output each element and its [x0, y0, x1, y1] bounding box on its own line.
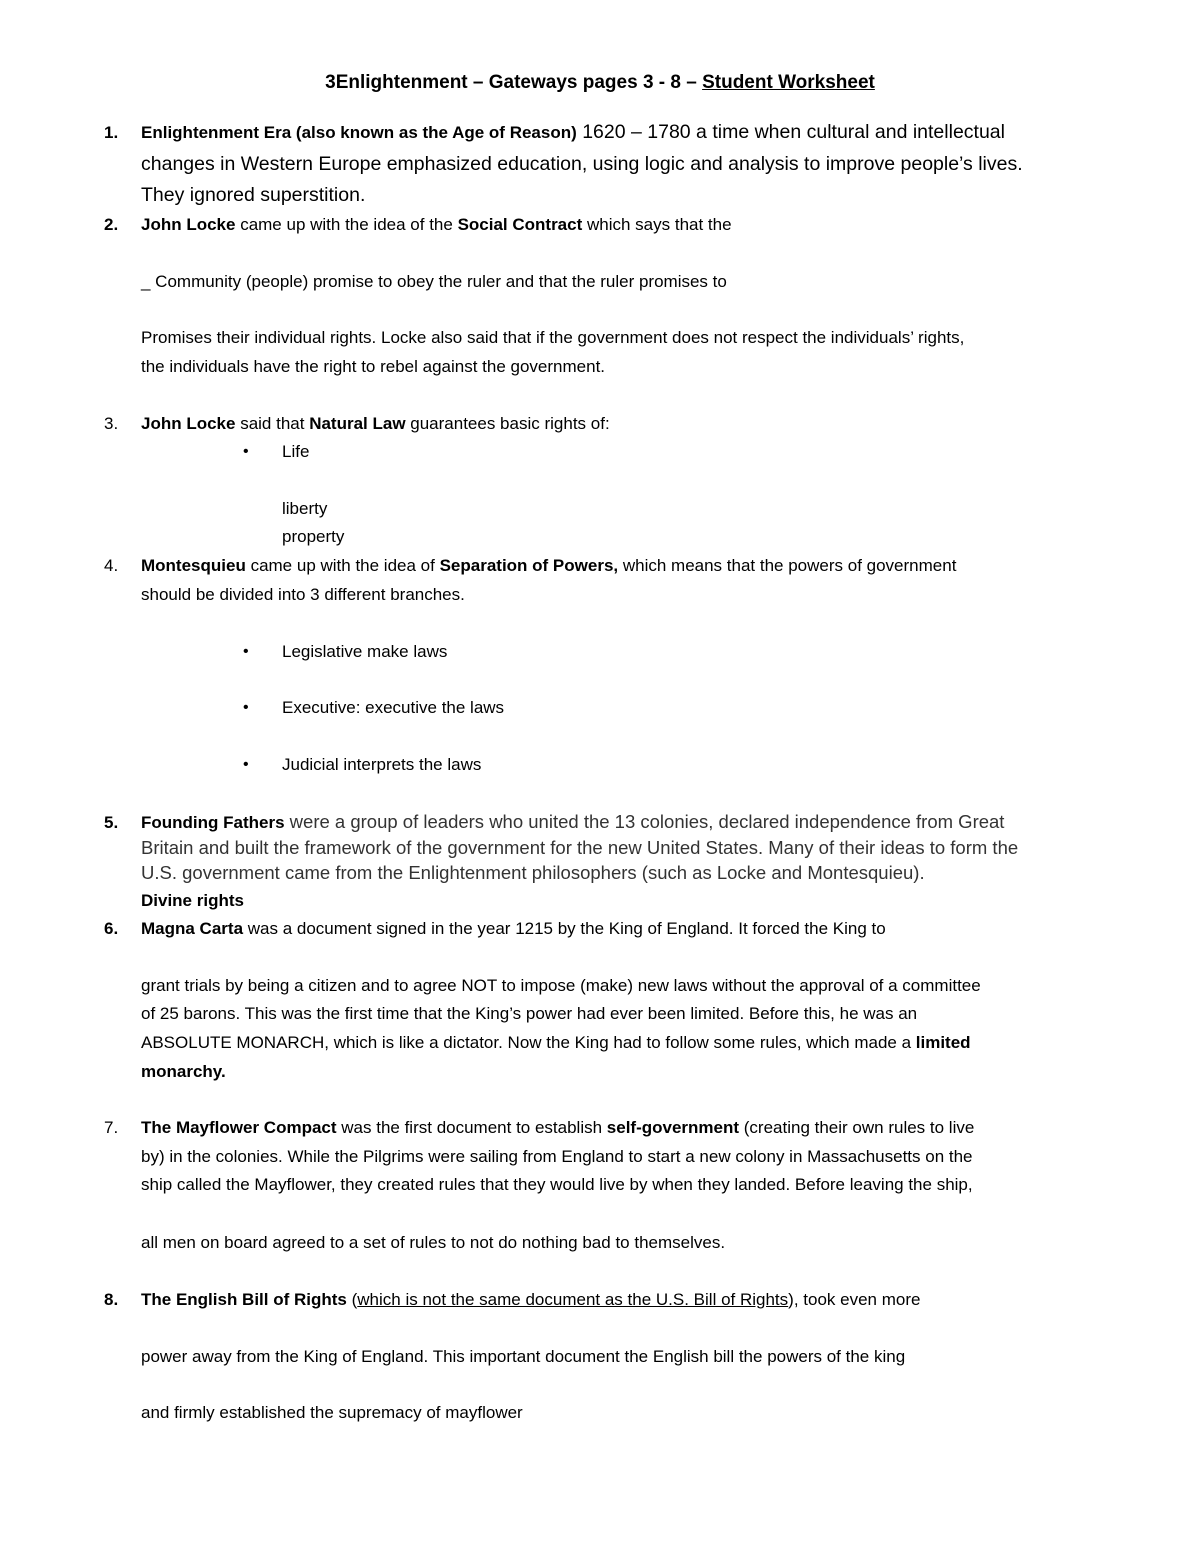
term: Founding Fathers: [141, 813, 285, 832]
item-3-text: liberty: [282, 499, 328, 518]
item-6-line-2: grant trials by being a citizen and to agree NOT to impose (make) new laws without the approval of a committee: [141, 976, 981, 995]
term: Social Contract: [457, 215, 583, 234]
item-7-line-1: The Mayflower Compact was the first document to establish self-government (creating their own rules to live: [141, 1118, 975, 1137]
term: Natural Law: [309, 414, 406, 433]
term: Montesquieu: [141, 556, 246, 575]
term: John Locke: [141, 414, 236, 433]
term: Separation of Powers,: [439, 556, 619, 575]
item-number: 8.: [104, 1290, 119, 1309]
item-5-line-3: U.S. government came from the Enlightenment philosophers (such as Locke and Montesquieu).: [141, 862, 925, 883]
item-number: 6.: [104, 919, 119, 938]
item-number: 3.: [104, 414, 119, 433]
title-text: 3Enlightenment – Gateways pages 3 - 8 –: [325, 72, 703, 93]
term: The English Bill of Rights: [141, 1290, 347, 1309]
term: Enlightenment Era (also known as the Age of Reason): [141, 123, 577, 142]
item-1-line-1: Enlightenment Era (also known as the Age of Reason) 1620 – 1780 a time when cultural and intellectual: [141, 121, 1005, 143]
item-7-line-3: ship called the Mayflower, they created rules that they would live by when they landed. Before leaving the ship,: [141, 1175, 973, 1194]
underlined-text: which is not the same document as the U.S. Bill of Rights: [357, 1290, 789, 1309]
term: limited: [915, 1033, 971, 1052]
item-6-line-4: ABSOLUTE MONARCH, which is like a dictator. Now the King had to follow some rules, which made a limited: [141, 1033, 971, 1052]
item-8-line-2: power away from the King of England. This important document the English bill the powers of the king: [141, 1347, 906, 1366]
term: The Mayflower Compact: [141, 1118, 337, 1137]
item-4-line-2: should be divided into 3 different branches.: [141, 585, 465, 604]
item-5-line-4: Divine rights: [141, 891, 244, 910]
item-number: 7.: [104, 1118, 119, 1137]
bullet-icon: •: [243, 443, 249, 460]
item-7-line-2: by) in the colonies. While the Pilgrims were sailing from England to start a new colony in Massachusetts on the: [141, 1147, 973, 1166]
item-8-line-1: The English Bill of Rights (which is not the same document as the U.S. Bill of Rights), took even more: [141, 1290, 921, 1309]
bullet-text: Judicial interprets the laws: [282, 755, 482, 774]
item-2-line-3: Promises their individual rights. Locke also said that if the government does not respect the individuals’ rights,: [141, 328, 965, 347]
item-2-line-4: the individuals have the right to rebel against the government.: [141, 357, 606, 376]
item-5-line-2: Britain and built the framework of the government for the new United States. Many of their ideas to form the: [141, 837, 1019, 858]
item-3-text: property: [282, 527, 345, 546]
item-7-line-4: all men on board agreed to a set of rules to not do nothing bad to themselves.: [141, 1233, 726, 1252]
item-6-line-3: of 25 barons. This was the first time that the King’s power had ever been limited. Before this, he was an: [141, 1004, 918, 1023]
item-number: 1.: [104, 123, 119, 142]
term: John Locke: [141, 215, 236, 234]
item-1-line-3: They ignored superstition.: [141, 184, 366, 206]
term: self-government: [606, 1118, 740, 1137]
item-1-line-2: changes in Western Europe emphasized education, using logic and analysis to improve people’s lives.: [141, 153, 1023, 175]
item-4-line-1: Montesquieu came up with the idea of Separation of Powers, which means that the powers of government: [141, 556, 957, 575]
bullet-text: Legislative make laws: [282, 642, 448, 661]
bullet-text: Life: [282, 442, 310, 461]
item-3-line-1: John Locke said that Natural Law guarantees basic rights of:: [141, 414, 610, 433]
term: Magna Carta: [141, 919, 244, 938]
bullet-icon: •: [243, 756, 249, 773]
bullet-icon: •: [243, 699, 249, 716]
item-2-line-2: _ Community (people) promise to obey the ruler and that the ruler promises to: [141, 272, 727, 291]
item-6-line-1: Magna Carta was a document signed in the year 1215 by the King of England. It forced the King to: [141, 919, 886, 938]
item-number: 4.: [104, 556, 119, 575]
page-title: [0, 72, 1200, 94]
bullet-text: Executive: executive the laws: [282, 698, 505, 717]
bullet-icon: •: [243, 643, 249, 660]
item-8-line-3: and firmly established the supremacy of mayflower: [141, 1403, 523, 1422]
item-number: 2.: [104, 215, 119, 234]
item-5-line-1: Founding Fathers were a group of leaders who united the 13 colonies, declared independence from Great: [141, 811, 1005, 832]
title-underlined: Student Worksheet: [702, 72, 875, 93]
item-number: 5.: [104, 813, 119, 832]
item-6-line-5: monarchy.: [141, 1062, 226, 1081]
item-2-line-1: John Locke came up with the idea of the Social Contract which says that the: [141, 215, 732, 234]
